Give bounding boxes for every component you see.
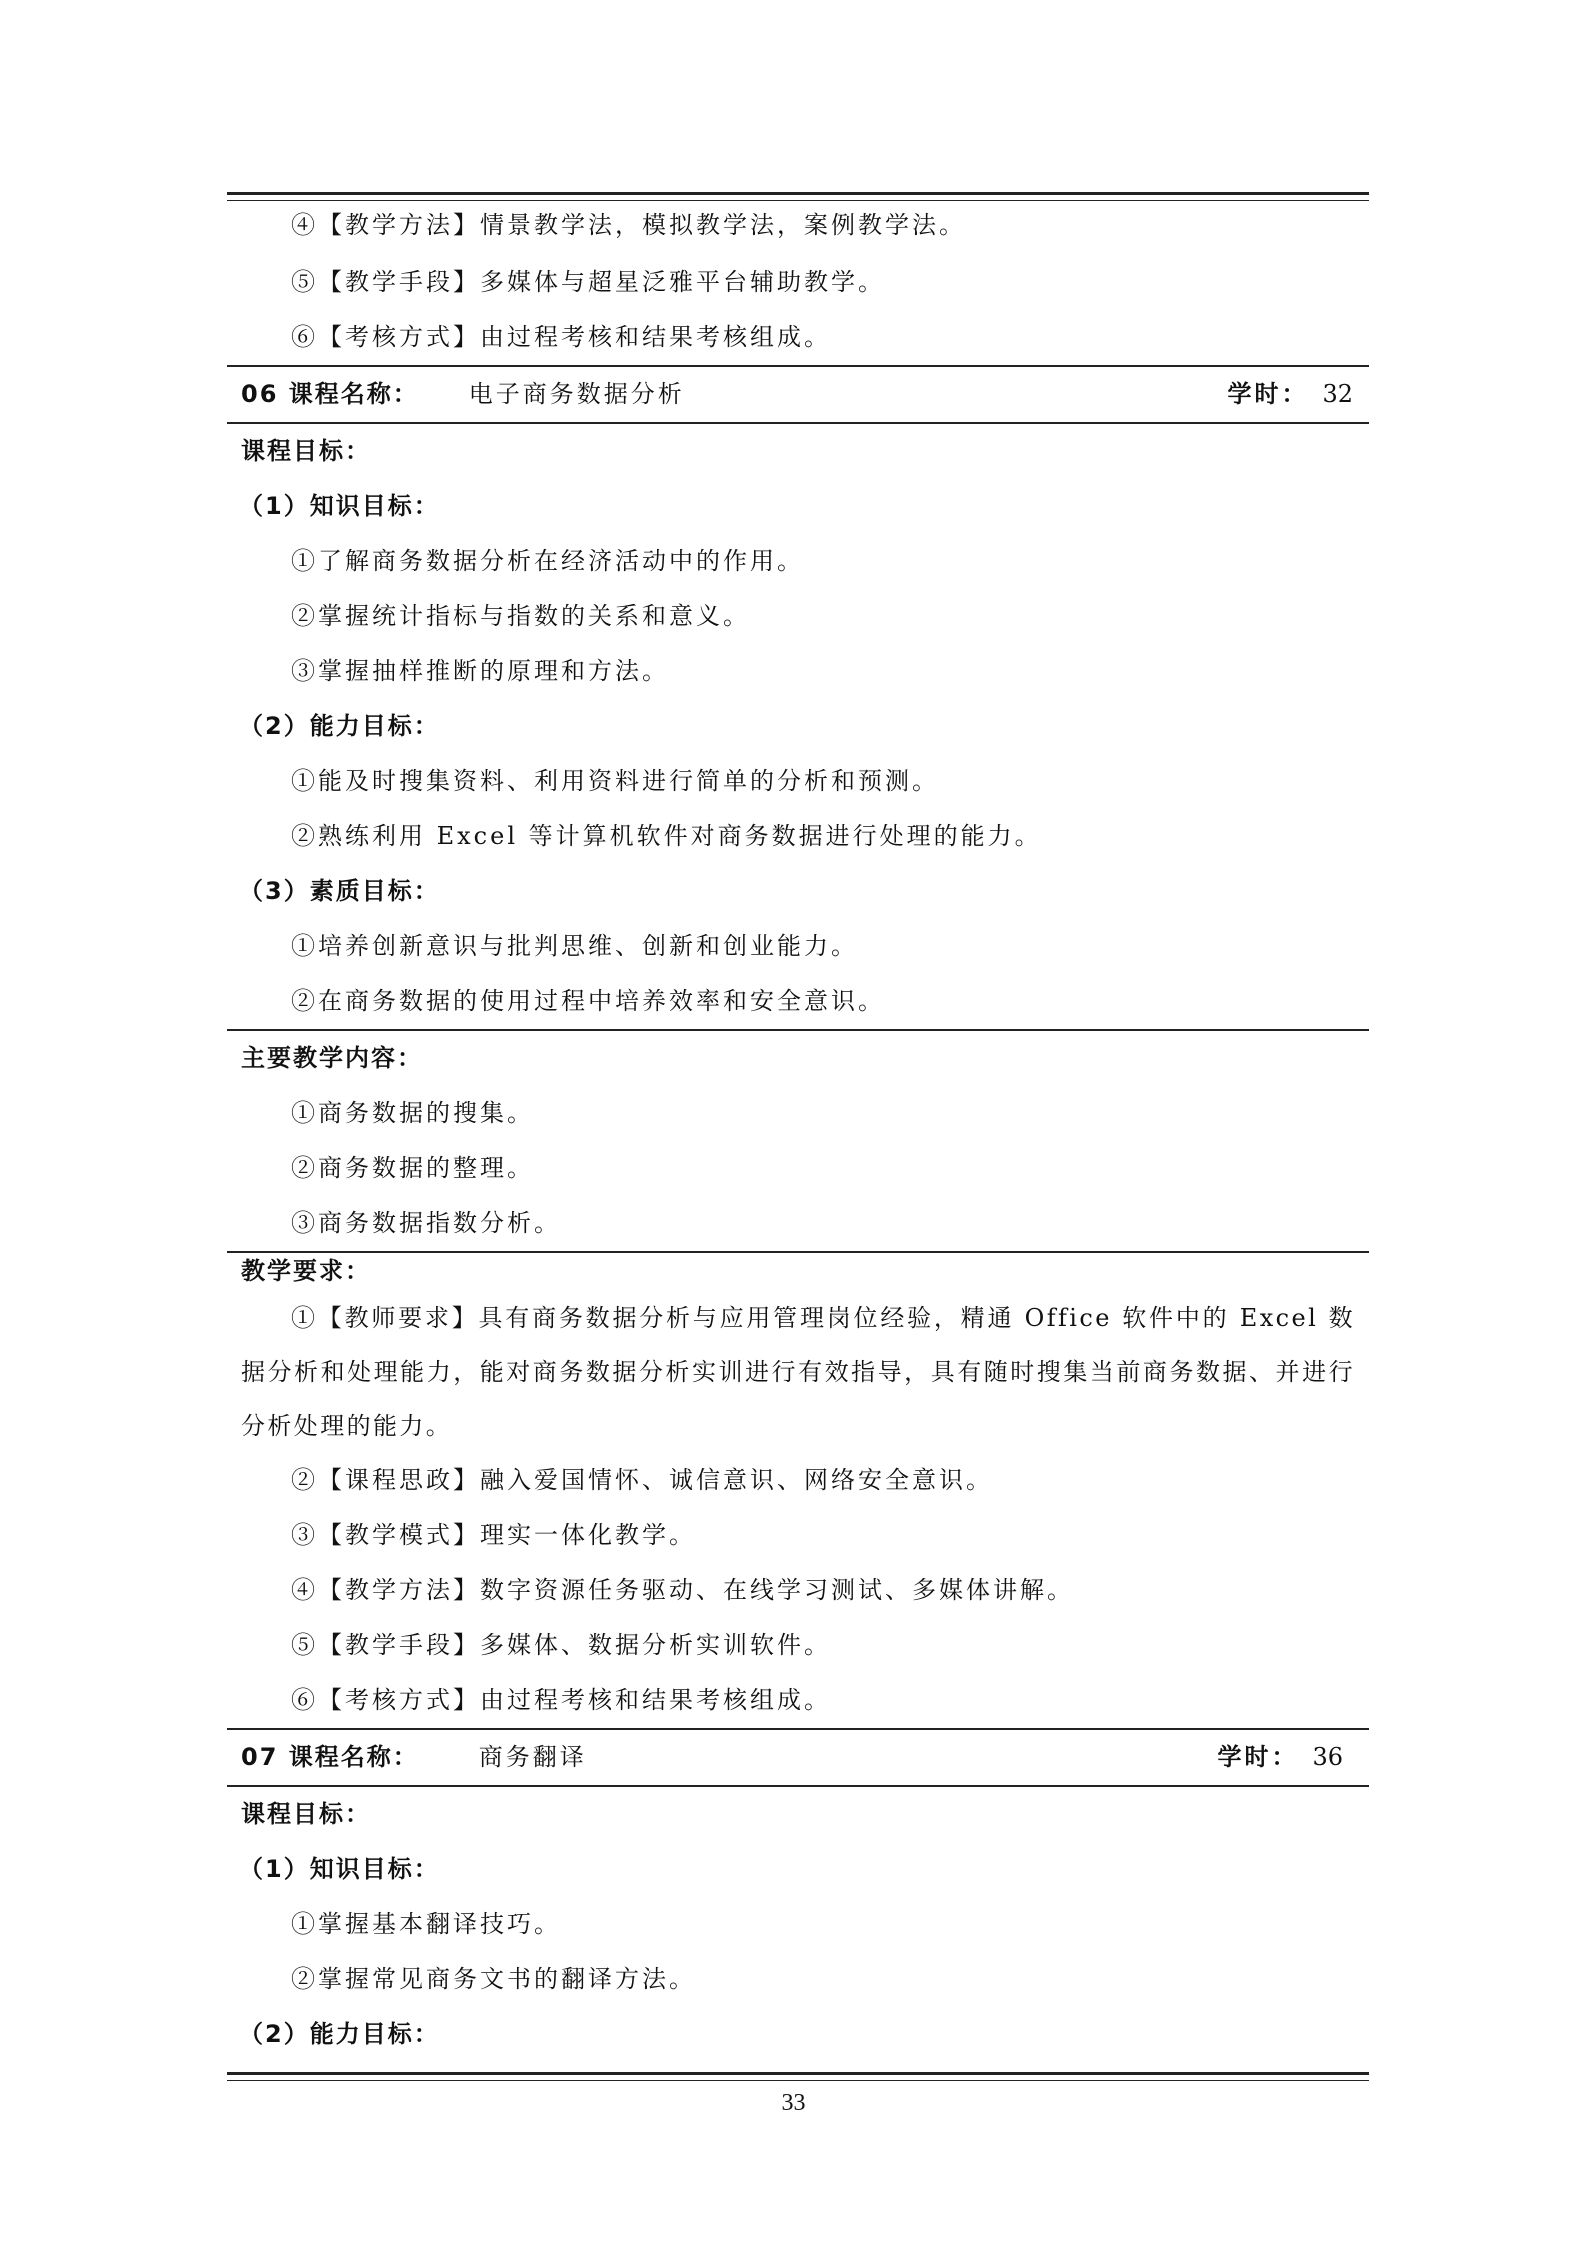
course06-req-item: ⑥【考核方式】由过程考核和结果考核组成。: [291, 1686, 831, 1714]
course06-req-item: ②【课程思政】融入爱国情怀、诚信意识、网络安全意识。: [291, 1466, 993, 1494]
course07-hours: 36: [1312, 1743, 1343, 1771]
course06-hours: 32: [1322, 380, 1353, 408]
course06-quality-title: （3）素质目标：: [239, 877, 440, 905]
course07-hours-label: 学时：: [1217, 1743, 1299, 1771]
course06-content-item: ②商务数据的整理。: [291, 1154, 534, 1182]
prev-assessment-line: ⑥【考核方式】由过程考核和结果考核组成。: [291, 323, 831, 351]
course06-ability-item: ②熟练利用 Excel 等计算机软件对商务数据进行处理的能力。: [291, 822, 1042, 850]
course06-req-title: 教学要求：: [241, 1257, 371, 1285]
course06-content-item: ①商务数据的搜集。: [291, 1099, 534, 1127]
course06-quality-item: ②在商务数据的使用过程中培养效率和安全意识。: [291, 987, 885, 1015]
page-content: [227, 192, 1369, 2081]
course06-content-item: ③商务数据指数分析。: [291, 1209, 561, 1237]
course06-ability-title: （2）能力目标：: [239, 712, 440, 740]
course07-knowledge-title: （1）知识目标：: [239, 1855, 440, 1883]
page-number: 33: [781, 2090, 806, 2116]
course07-name: 商务翻译: [478, 1743, 587, 1771]
course06-ability-item: ①能及时搜集资料、利用资料进行简单的分析和预测。: [291, 767, 939, 795]
top-rule: [227, 192, 1369, 201]
bottom-rule: [227, 2072, 1369, 2081]
course07-knowledge-item: ①掌握基本翻译技巧。: [291, 1910, 561, 1938]
course07-header: [227, 1730, 1369, 1785]
course07-code-label: 07 课程名称：: [241, 1743, 419, 1771]
course06-knowledge-item: ①了解商务数据分析在经济活动中的作用。: [291, 547, 804, 575]
course06-req-item: ⑤【教学手段】多媒体、数据分析实训软件。: [291, 1631, 831, 1659]
course06-knowledge-title: （1）知识目标：: [239, 492, 440, 520]
course06-goals-title: 课程目标：: [241, 437, 371, 465]
course06-name: 电子商务数据分析: [468, 380, 685, 408]
course07-goals-title: 课程目标：: [241, 1800, 371, 1828]
course07-knowledge-item: ②掌握常见商务文书的翻译方法。: [291, 1965, 696, 1993]
course06-hours-label: 学时：: [1227, 380, 1309, 408]
course06-code-label: 06 课程名称：: [241, 380, 419, 408]
course06-header: [227, 367, 1369, 422]
prev-means-line: ⑤【教学手段】多媒体与超星泛雅平台辅助教学。: [291, 268, 885, 296]
course07-ability-title: （2）能力目标：: [239, 2020, 440, 2048]
course06-quality-item: ①培养创新意识与批判思维、创新和创业能力。: [291, 932, 858, 960]
course06-knowledge-item: ③掌握抽样推断的原理和方法。: [291, 657, 669, 685]
course06-teacher-requirement: ①【教师要求】具有商务数据分析与应用管理岗位经验，精通 Office 软件中的 Excel 数据分析和处理能力，能对商务数据分析实训进行有效指导，具有随时搜集当前商务数据、并进行分析处理的能力。: [241, 1304, 1355, 1440]
course06-knowledge-item: ②掌握统计指标与指数的关系和意义。: [291, 602, 750, 630]
course06-content-title: 主要教学内容：: [241, 1044, 423, 1072]
prev-method-line: ④【教学方法】情景教学法，模拟教学法，案例教学法。: [291, 211, 966, 239]
course06-req-item: ④【教学方法】数字资源任务驱动、在线学习测试、多媒体讲解。: [291, 1576, 1074, 1604]
course06-req-item: ③【教学模式】理实一体化教学。: [291, 1521, 696, 1549]
